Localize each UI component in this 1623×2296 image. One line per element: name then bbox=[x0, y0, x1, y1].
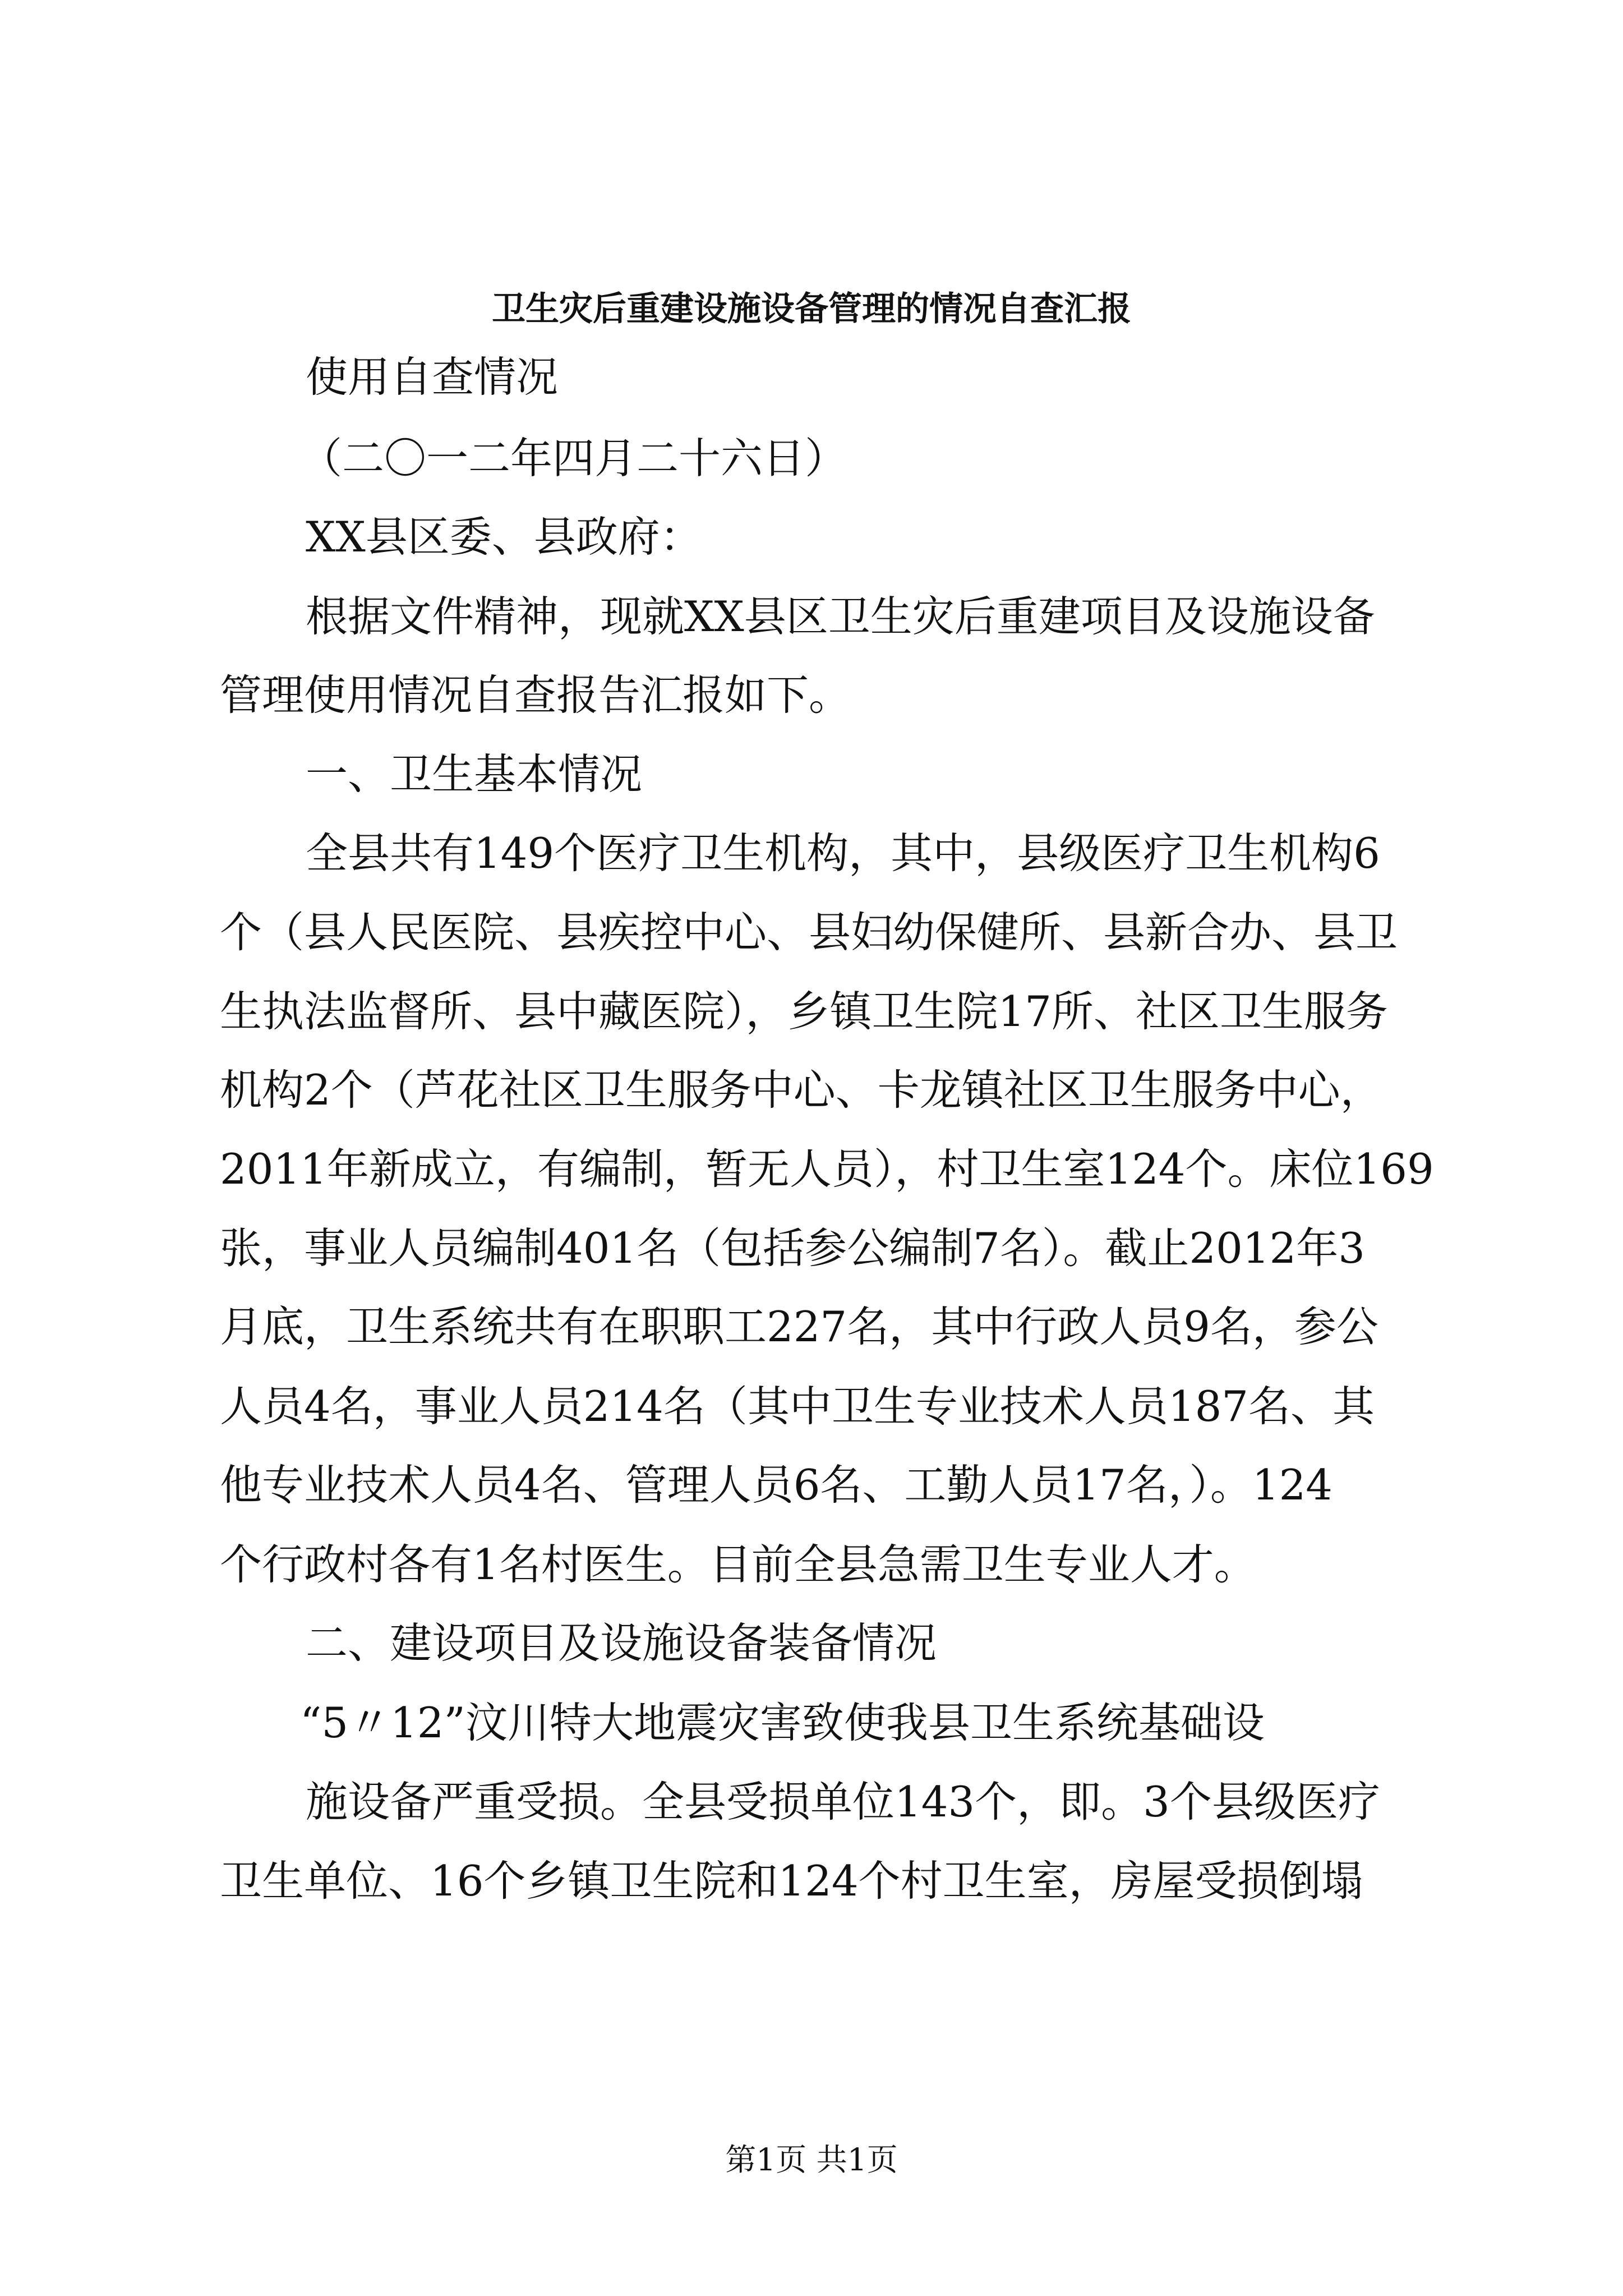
paragraph-line: 施设备严重受损。全县受损单位143个，即。3个县级医疗 bbox=[306, 1777, 1380, 1826]
paragraph-line: 月底，卫生系统共有在职职工227名，其中行政人员9名，参公 bbox=[220, 1302, 1378, 1351]
section-heading: 二、建设项目及设施设备装备情况 bbox=[306, 1618, 937, 1668]
paragraph-line: 2011年新成立，有编制，暂无人员），村卫生室124个。床位169 bbox=[220, 1144, 1434, 1194]
paragraph-line: 人员4名，事业人员214名（其中卫生专业技术人员187名、其 bbox=[220, 1382, 1375, 1431]
line-subtitle: 使用自查情况 bbox=[306, 352, 559, 402]
page-footer: 第1页 共1页 bbox=[725, 2142, 898, 2178]
paragraph-line: 管理使用情况自查报告汇报如下。 bbox=[220, 670, 851, 720]
paragraph-line: 卫生单位、16个乡镇卫生院和124个村卫生室，房屋受损倒塌 bbox=[220, 1856, 1363, 1906]
line-date: （二〇一二年四月二十六日） bbox=[300, 434, 847, 483]
document-title: 卫生灾后重建设施设备管理的情况自查汇报 bbox=[492, 289, 1131, 329]
paragraph-line: 个行政村各有1名村医生。目前全县急需卫生专业人才。 bbox=[220, 1540, 1256, 1589]
paragraph-line: 根据文件精神，现就XX县区卫生灾后重建项目及设施设备 bbox=[306, 592, 1375, 641]
line-addressee: XX县区委、县政府： bbox=[306, 512, 702, 562]
paragraph-line: 生执法监督所、县中藏医院），乡镇卫生院17所、社区卫生服务 bbox=[220, 987, 1388, 1036]
paragraph-line: 全县共有149个医疗卫生机构，其中，县级医疗卫生机构6 bbox=[306, 829, 1380, 878]
paragraph-line: 机构2个（芦花社区卫生服务中心、卡龙镇社区卫生服务中心， bbox=[220, 1065, 1382, 1115]
paragraph-line: 个（县人民医院、县疾控中心、县妇幼保健所、县新合办、县卫 bbox=[220, 908, 1398, 957]
paragraph-line: “5〃12”汶川特大地震灾害致使我县卫生系统基础设 bbox=[300, 1698, 1265, 1747]
paragraph-line: 张，事业人员编制401名（包括参公编制7名）。截止2012年3 bbox=[220, 1223, 1365, 1273]
section-heading: 一、卫生基本情况 bbox=[306, 749, 643, 799]
paragraph-line: 他专业技术人员4名、管理人员6名、工勤人员17名，）。124 bbox=[220, 1460, 1333, 1510]
